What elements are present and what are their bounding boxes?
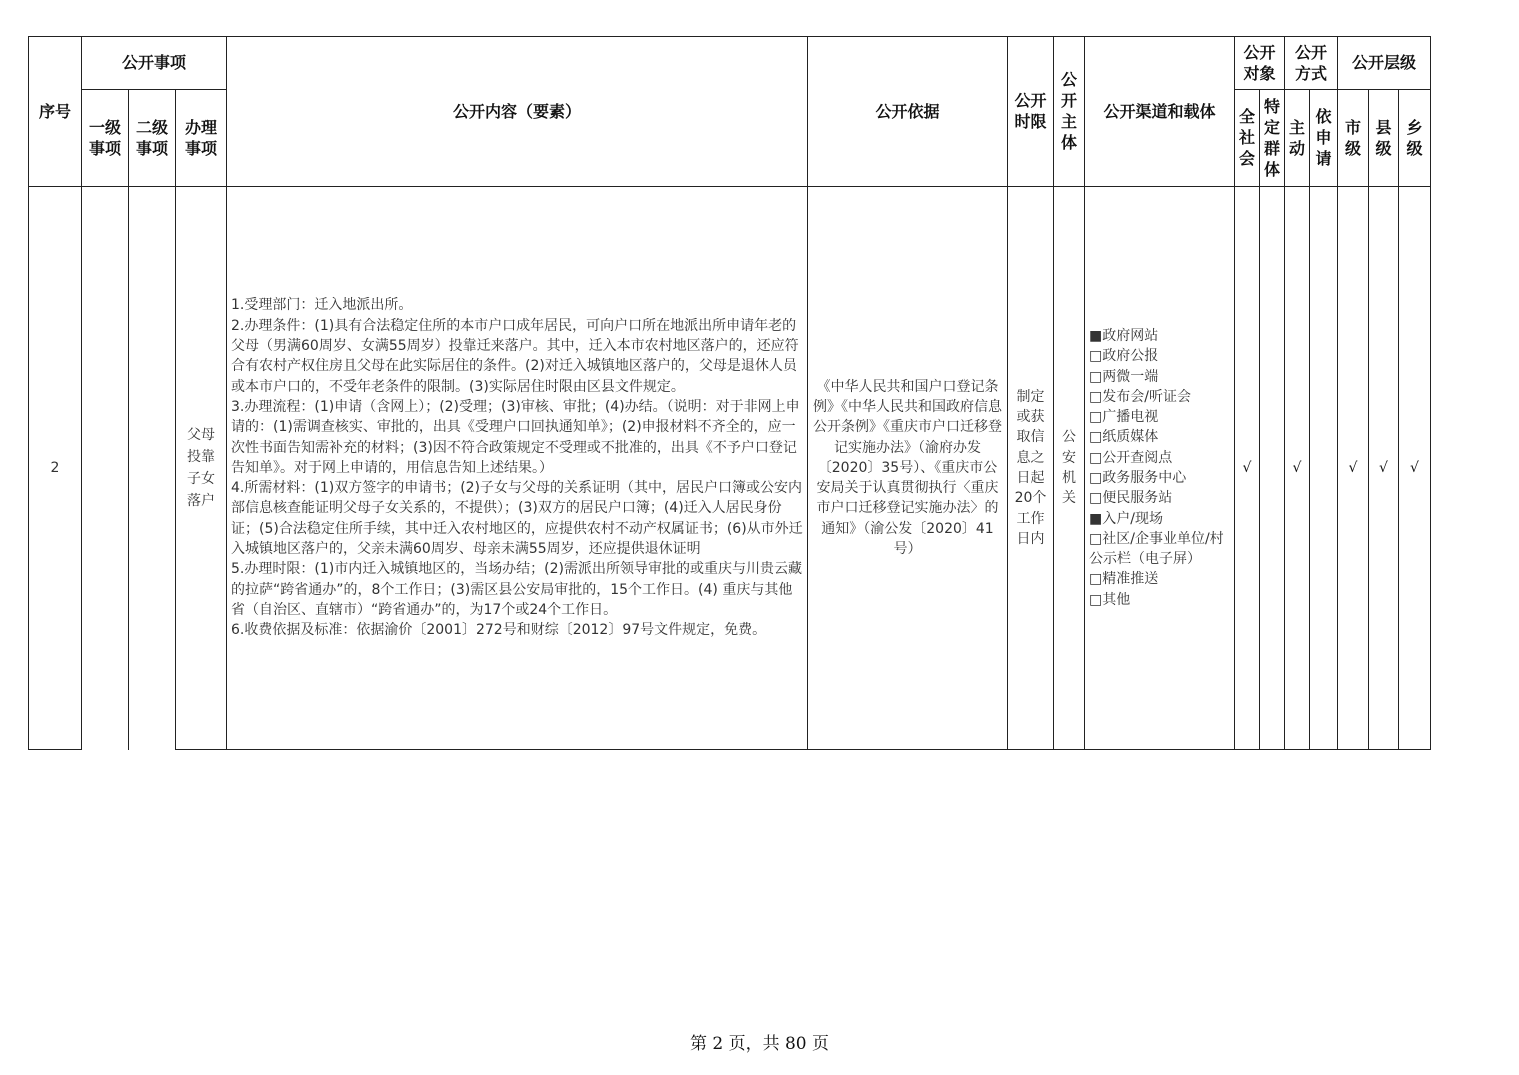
channel-item [1089, 529, 1230, 570]
unchecked-box-icon: □ [1089, 470, 1103, 486]
content-item: 1.受理部门：迁入地派出所。 [231, 297, 413, 314]
channel-label: 广播电视 [1102, 409, 1159, 426]
header-content: 公开内容（要素） [227, 37, 808, 187]
unchecked-box-icon: □ [1089, 490, 1103, 507]
channel-item [1089, 427, 1230, 447]
header-level: 公开层级 [1338, 37, 1431, 90]
channel-label: 公开查阅点 [1102, 449, 1173, 466]
header-target-all: 全社会 [1235, 90, 1260, 187]
unchecked-box-icon: □ [1089, 591, 1103, 608]
channel-label: 两微一端 [1102, 368, 1159, 385]
header-public-items: 公开事项 [82, 37, 227, 90]
unchecked-box-icon: □ [1089, 368, 1103, 385]
channel-label: 政务服务中心 [1102, 470, 1187, 486]
row-target-specific [1260, 187, 1285, 750]
header-seq: 序号 [29, 37, 82, 187]
row-seq: 2 [29, 187, 82, 750]
channel-label: 发布会/听证会 [1102, 388, 1191, 405]
channel-item [1089, 509, 1230, 529]
channel-item [1089, 488, 1230, 508]
row-method-request [1310, 187, 1338, 750]
header-level-city: 市级 [1338, 90, 1369, 187]
channel-item [1089, 387, 1230, 407]
page-footer: 第 2 页，共 80 页 [689, 1034, 830, 1054]
unchecked-box-icon: □ [1089, 449, 1103, 466]
unchecked-box-icon: □ [1089, 409, 1103, 426]
row-level-city: √ [1338, 187, 1369, 750]
content-item: 3.办理流程：(1)申请（含网上）；(2)受理；(3)审核、审批；(4)办结。（说明：对于非网上申请的：(1)需调查核实、审批的，出具《受理户口回执通知单》；(2)申报材料不齐全的，应一次性书面告知需补充的材料；(3)因不符合政策规定不受理或不批准的，出具《不予户口登记告知单》。对于网上申请的，用信息告知上述结果。） [231, 398, 800, 476]
header-level-town: 乡级 [1399, 90, 1431, 187]
channel-item [1089, 448, 1230, 468]
table-row [29, 187, 1431, 750]
row-basis: 《中华人民共和国户口登记条例》《中华人民共和国政府信息公开条例》《重庆市户口迁移登记实施办法》（渝府办发〔2020〕35号）、《重庆市公安局关于认真贯彻执行〈重庆市户口迁移登记实施办法〉的通知》（渝公发〔2020〕41号） [808, 187, 1008, 750]
unchecked-box-icon: □ [1089, 348, 1103, 365]
row-subject: 公安机关 [1054, 187, 1085, 750]
row-handle: 父母投靠子女落户 [176, 187, 227, 750]
channel-item [1089, 367, 1230, 387]
header-basis: 公开依据 [808, 37, 1008, 187]
header-target: 公开对象 [1235, 37, 1285, 90]
content-item: 5.办理时限：(1)市内迁入城镇地区的，当场办结；(2)需派出所领导审批的或重庆与川贵云藏的拉萨“跨省通办”的，8个工作日；(3)需区县公安局审批的，15个工作日。(4) 重庆与其他省（自治区、直辖市）“跨省通办”的，为17个或24个工作日。 [231, 561, 803, 618]
channel-item [1089, 569, 1230, 589]
header-time-limit: 公开时限 [1008, 37, 1054, 187]
content-item: 2.办理条件：(1)具有合法稳定住所的本市户口成年居民，可向户口所在地派出所申请年老的父母（男满60周岁、女满55周岁）投靠迁来落户。其中，迁入本市农村地区落户的，还应符合有农村产权住房且父母在此实际居住的条件。(2)对迁入城镇地区落户的，父母是退休人员或本市户口的，不受年老条件的限制。(3)实际居住时限由区县文件规定。 [231, 317, 799, 395]
content-item: 6.收费依据及标准：依据渝价〔2001〕272号和财综〔2012〕97号文件规定，免费。 [231, 622, 767, 639]
header-level1: 一级事项 [82, 90, 129, 187]
channel-label: 政府网站 [1102, 327, 1159, 344]
channel-list [1089, 326, 1230, 610]
channel-item [1089, 346, 1230, 366]
unchecked-box-icon: □ [1089, 530, 1103, 547]
channel-item [1089, 326, 1230, 346]
channel-label: 精准推送 [1102, 571, 1159, 588]
channel-label: 政府公报 [1102, 348, 1159, 365]
header-target-specific: 特定群体 [1260, 90, 1285, 187]
header-level2: 二级事项 [129, 90, 176, 187]
header-method-active: 主动 [1285, 90, 1310, 187]
row-content [227, 187, 808, 750]
channel-label: 便民服务站 [1102, 490, 1173, 507]
channel-item [1089, 407, 1230, 427]
row-method-active: √ [1285, 187, 1310, 750]
checked-box-icon: ■ [1089, 327, 1103, 344]
row-time-limit: 制定或获取信息之日起20个工作日内 [1008, 187, 1054, 750]
row-target-all: √ [1235, 187, 1260, 750]
header-channels: 公开渠道和载体 [1085, 37, 1235, 187]
unchecked-box-icon: □ [1089, 429, 1103, 446]
channel-label: 社区/企事业单位/村公示栏（电子屏） [1089, 530, 1224, 568]
row-level1 [82, 187, 129, 750]
row-level-town: √ [1399, 187, 1431, 750]
channel-item [1089, 468, 1230, 488]
row-channels [1085, 187, 1235, 750]
disclosure-table [28, 36, 1431, 750]
unchecked-box-icon: □ [1089, 571, 1103, 588]
header-subject: 公开主体 [1054, 37, 1085, 187]
checked-box-icon: ■ [1089, 510, 1103, 527]
header-handle: 办理事项 [176, 90, 227, 187]
unchecked-box-icon: □ [1089, 388, 1103, 405]
header-level-county: 县级 [1369, 90, 1399, 187]
header-method-request: 依申请 [1310, 90, 1338, 187]
header-method: 公开方式 [1285, 37, 1338, 90]
content-item: 4.所需材料：(1)双方签字的申请书；(2)子女与父母的关系证明（其中，居民户口簿或公安内部信息核查能证明父母子女关系的，不提供）；(3)双方的居民户口簿；(4)迁入人居民身份证；(5)合法稳定住所手续，其中迁入农村地区的，应提供农村不动产权属证书；(6)从市外迁入城镇地区落户的，父亲未满60周岁、母亲未满55周岁，还应提供退休证明 [231, 480, 803, 558]
channel-item [1089, 590, 1230, 610]
channel-label: 入户/现场 [1102, 510, 1163, 527]
channel-label: 其他 [1102, 591, 1131, 608]
row-level2 [129, 187, 176, 750]
row-level-county: √ [1369, 187, 1399, 750]
channel-label: 纸质媒体 [1102, 429, 1159, 446]
